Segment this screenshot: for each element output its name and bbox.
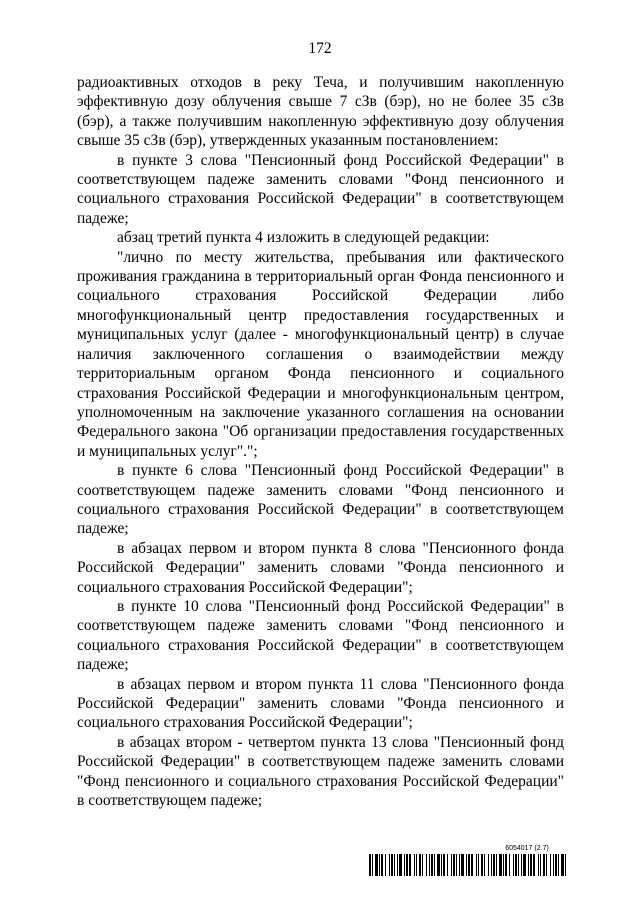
paragraph-point-4-intro: абзац третий пункта 4 изложить в следующей редакции: [117,229,490,247]
paragraph-point-6: в пункте 6 слова "Пенсионный фонд Российской Федерации" в соответствующем падеже заменить словами "Фонд пенсионного и социального страхования Российской Федерации" в соответствующем падеже; [77,462,564,538]
page-number: 172 [308,40,332,57]
document-body [77,73,564,810]
paragraph-point-11: в абзацах первом и втором пункта 11 слова "Пенсионного фонда Российской Федерации" заменить словами "Фонда пенсионного и социального страхования Российской Федерации"; [77,675,564,732]
paragraph-point-13: в абзацах втором - четвертом пункта 13 слова "Пенсионный фонд Российской Федерации" в соответствующем падеже заменить словами "Фонд пенсионного и социального страхования Российской Федерации" в соответствующем падеже; [77,733,564,810]
barcode-image [369,854,567,876]
paragraph-continuation: радиоактивных отходов в реку Теча, и получившим накопленную эффективную дозу облучения свыше 7 сЗв (бэр), но не более 35 сЗв (бэр), а также получившим накопленную эффективную дозу облучения свыше 35 сЗв (бэр), утвержденных указанным постановлением: [77,74,564,150]
paragraph-point-10: в пункте 10 слова "Пенсионный фонд Российской Федерации" в соответствующем падеже заменить словами "Фонд пенсионного и социального страхования Российской Федерации" в соответствующем падеже; [77,597,564,674]
paragraph-point-3: в пункте 3 слова "Пенсионный фонд Российской Федерации" в соответствующем падеже заменить словами "Фонд пенсионного и социального страхования Российской Федерации" в соответствующем падеже; [77,151,564,227]
document-code: 6054017 (2.7) [505,845,549,852]
paragraph-point-8: в абзацах первом и втором пункта 8 слова "Пенсионного фонда Российской Федерации" заменить словами "Фонда пенсионного и социального страхования Российской Федерации"; [77,539,564,596]
paragraph-point-4-quote: "лично по месту жительства, пребывания или фактического проживания гражданина в территориальный орган Фонда пенсионного и социального страхования Российской Федерации либо многофункциональный центр предоставления государственных и муниципальных услуг (далее - многофункциональный центр) в случае наличия заключенного соглашения о взаимодействии между территориальным органом Фонда пенсионного и социального страхования Российской Федерации и многофункциональным центром, уполномоченным на заключение указанного соглашения на основании Федерального закона "Об организации предоставления государственных и муниципальных услуг"."; [77,248,564,460]
